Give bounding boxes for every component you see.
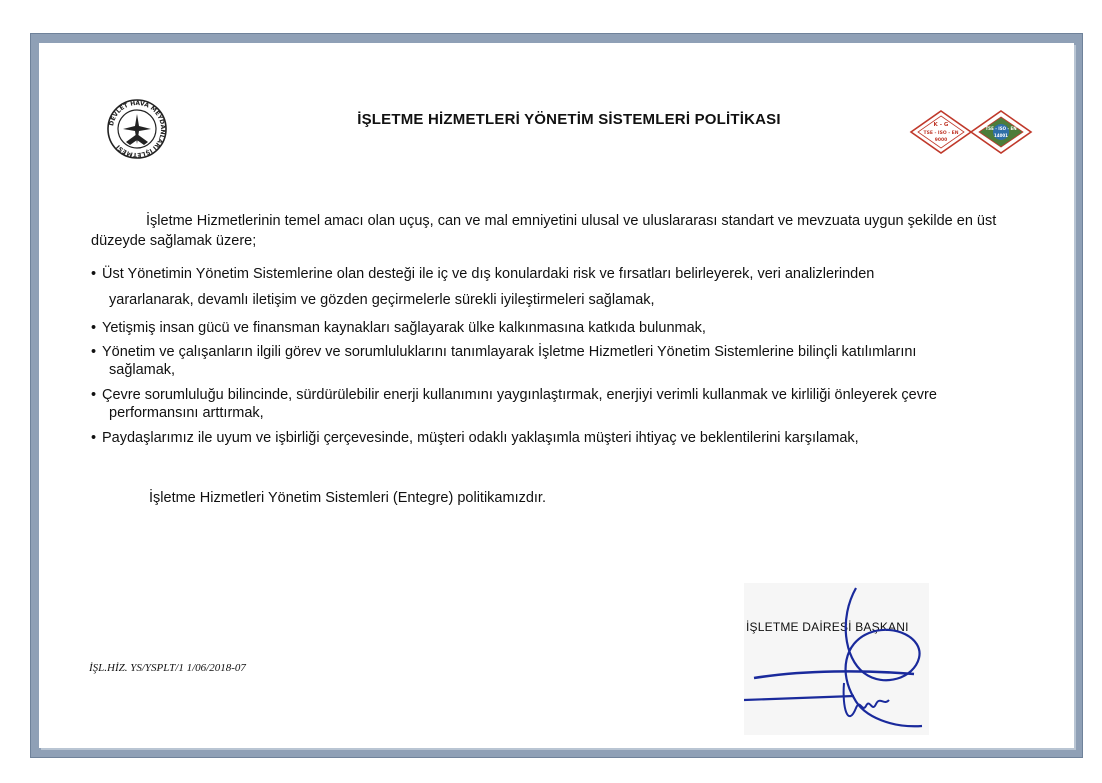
badge1-line1: K - G — [933, 122, 949, 128]
bullet-icon: • — [91, 430, 97, 446]
badge2-line1: TSE - ISO - EN — [985, 126, 1017, 131]
handwritten-signature — [744, 578, 934, 738]
document-frame — [30, 33, 1083, 758]
signatory-title: İŞLETME DAİRESİ BAŞKANI — [746, 620, 909, 634]
bullet-2-line1: Yetişmiş insan gücü ve finansman kaynakları sağlayarak ülke kalkınmasına katkıda bulunmak, — [102, 320, 706, 336]
policy-bullet-5 — [91, 427, 1046, 449]
bullet-3-line2: sağlamak, — [109, 362, 176, 378]
intro-paragraph: İşletme Hizmetlerinin temel amacı olan uçuş, can ve mal emniyetini ulusal ve uluslararası standart ve mevzuata uygun şekilde en üst düzeyde sağlamak üzere; — [91, 213, 997, 249]
closing-statement: İşletme Hizmetleri Yönetim Sistemleri (Entegre) politikamızdır. — [149, 490, 546, 506]
policy-bullet-1 — [91, 263, 1046, 311]
bullet-icon: • — [91, 344, 97, 360]
badge1-line2: TSE - ISO - EN — [923, 131, 959, 136]
bullet-4-line2: performansını arttırmak, — [109, 405, 264, 421]
bullet-5-line1: Paydaşlarımız ile uyum ve işbirliği çerçevesinde, müşteri odaklı yaklaşımla müşteri ihtiyaç ve beklentilerini karşılamak, — [102, 430, 859, 446]
tse-iso-en-badge — [969, 109, 1033, 155]
badge1-line3: 9000 — [934, 138, 948, 143]
svg-text:DEVLET HAVA MEYDANLARI İŞLETME: DEVLET HAVA MEYDANLARI İŞLETMESİ — [108, 99, 167, 159]
document-page — [39, 43, 1074, 748]
bullet-icon: • — [91, 387, 97, 403]
policy-bullet-2 — [91, 317, 1046, 339]
bullet-1-line1: Üst Yönetimin Yönetim Sistemlerine olan desteği ile iç ve dış konulardaki risk ve fırsatları belirleyerek, veri analizlerinden — [102, 266, 875, 282]
bullet-icon: • — [91, 266, 97, 282]
document-title: İŞLETME HİZMETLERİ YÖNETİM SİSTEMLERİ POLİTİKASI — [357, 111, 781, 128]
bullet-1-line2: yararlanarak, devamlı iletişim ve gözden geçirmelerle sürekli iyileştirmeleri sağlamak, — [109, 292, 655, 308]
policy-bullet-3 — [91, 343, 1046, 379]
policy-bullet-4 — [91, 386, 1046, 422]
bullet-4-line1: Çevre sorumluluğu bilincinde, sürdürülebilir enerji kullanımını yaygınlaştırmak, enerjiyi verimli kullanmak ve kirliliği önleyerek çevre — [102, 387, 937, 403]
bullet-3-line1: Yönetim ve çalışanların ilgili görev ve sorumluluklarını tanımlayarak İşletme Hizmetleri Yönetim Sistemlerine bilinçli katılımlarını — [102, 344, 917, 360]
document-code: İŞL.HİZ. YS/YSPLT/1 1/06/2018-07 — [89, 662, 246, 674]
badge2-line2: 14001 — [994, 133, 1008, 138]
bullet-icon: • — [91, 320, 97, 336]
kg-tse-iso-en-9000-badge — [909, 109, 973, 155]
dhmi-seal-logo — [106, 98, 168, 160]
